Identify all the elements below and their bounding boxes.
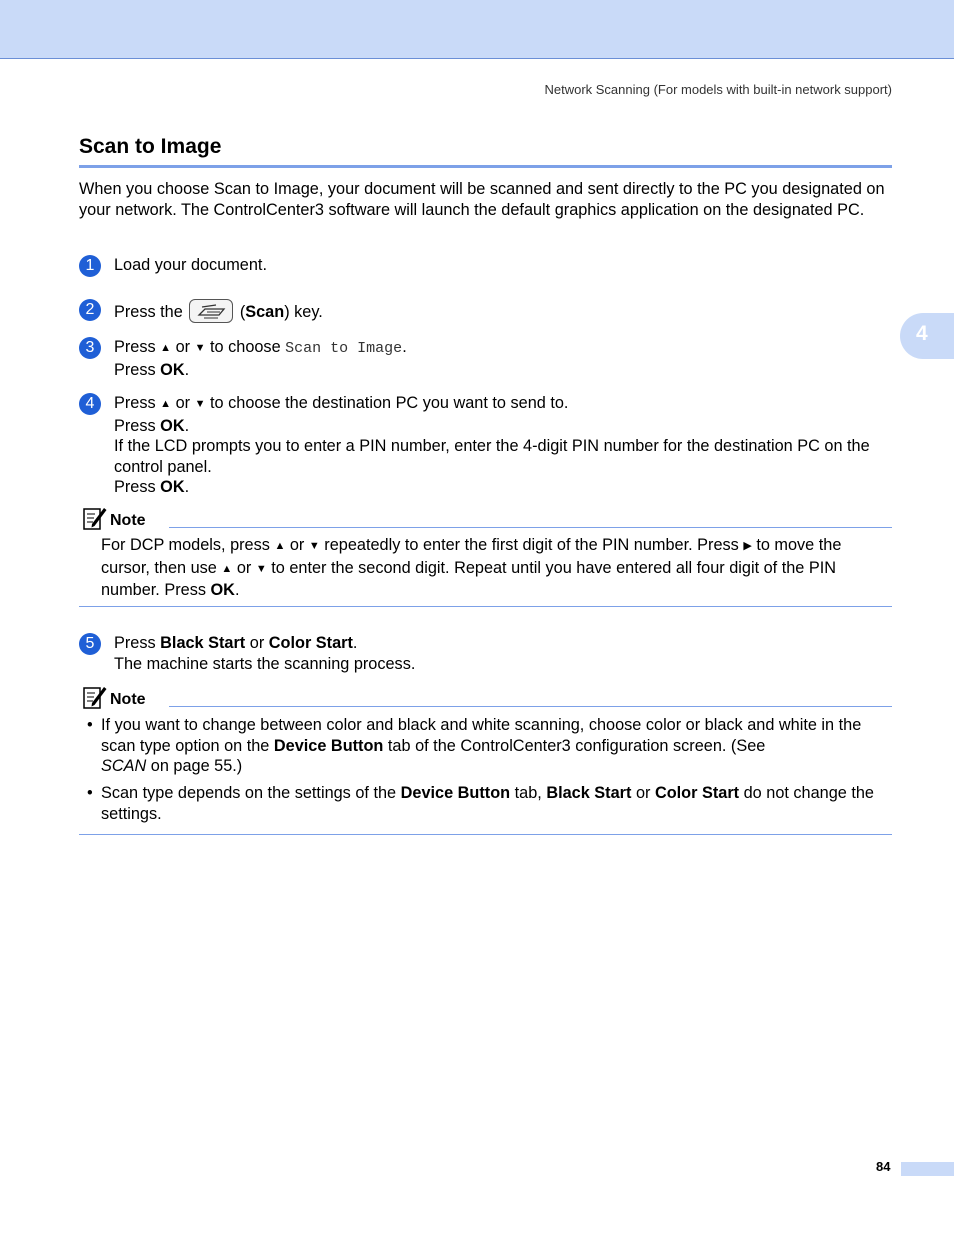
scanner-key-icon [189,299,233,323]
up-arrow-icon: ▲ [221,562,233,575]
page-number: 84 [876,1159,891,1174]
ok-key: OK [160,478,185,496]
ok-key: OK [210,581,235,599]
intro-paragraph: When you choose Scan to Image, your document will be scanned and sent directly to the PC you designated on your network. The ControlCenter3 software will launch the default graphics application on the designated PC. [79,180,885,219]
up-arrow-icon: ▲ [160,398,172,410]
step-text: Load your document. [114,256,267,274]
note-pencil-icon [81,684,107,710]
step-number-badge: 2 [79,299,101,321]
ok-key: OK [160,416,185,435]
step-number-badge: 1 [79,255,101,277]
chapter-number: 4 [916,322,928,345]
down-arrow-icon: ▼ [255,562,267,575]
step-text: Press the [114,303,183,321]
page-number-tab [901,1162,954,1176]
lcd-menu-text: Scan to Image [285,340,403,357]
down-arrow-icon: ▼ [308,540,320,552]
note-label: Note [110,512,146,529]
cross-reference: SCAN [101,757,147,775]
bullet-dot: • [87,784,93,802]
scan-key-label: Scan [245,303,285,321]
ok-key: OK [160,360,185,379]
up-arrow-icon: ▲ [274,540,286,552]
note-end-rule [79,606,892,607]
up-arrow-icon: ▲ [160,342,172,354]
section-title: Scan to Image [79,135,222,158]
color-start-key: Color Start [268,634,353,652]
note-end-rule [79,834,892,835]
note-box-2: Note • If you want to change between color and black and white scanning, choose color or black and white in the scan type option on the Device Button tab of the ControlCenter3 configuration screen. (See SCAN on page 55.) • Scan type depends on the settings of the Device Button tab, Black Start or Color Start do not change the settings. [79,688,892,835]
running-header: Network Scanning (For models with built-in network support) [544,82,892,97]
pin-instruction: If the LCD prompts you to enter a PIN number, enter the 4-digit PIN number for the destination PC on the control panel. [114,437,870,476]
chapter-tab [900,313,954,359]
note-box-1 [79,509,892,607]
step-number-badge: 3 [79,337,101,359]
note-label: Note [110,691,146,708]
right-arrow-icon: ▶ [743,540,752,552]
top-header-band [0,0,954,59]
note-text: For DCP models, press ▲ or ▼ repeatedly to enter the first digit of the PIN number. Press ▶ to move the cursor, then use ▲ or ▼ to enter the second digit. Repeat until you have entered all four digit of the PIN number. Press OK. [101,536,842,599]
down-arrow-icon: ▼ [194,342,206,354]
black-start-key: Black Start [160,634,246,652]
step-number-badge: 5 [79,633,101,655]
note-pencil-icon [81,505,107,531]
down-arrow-icon: ▼ [194,398,206,410]
note-header-rule [169,527,892,528]
step-number-badge: 4 [79,393,101,415]
title-underline [79,165,892,168]
bullet-dot: • [87,716,93,734]
note-header-rule [169,706,892,707]
